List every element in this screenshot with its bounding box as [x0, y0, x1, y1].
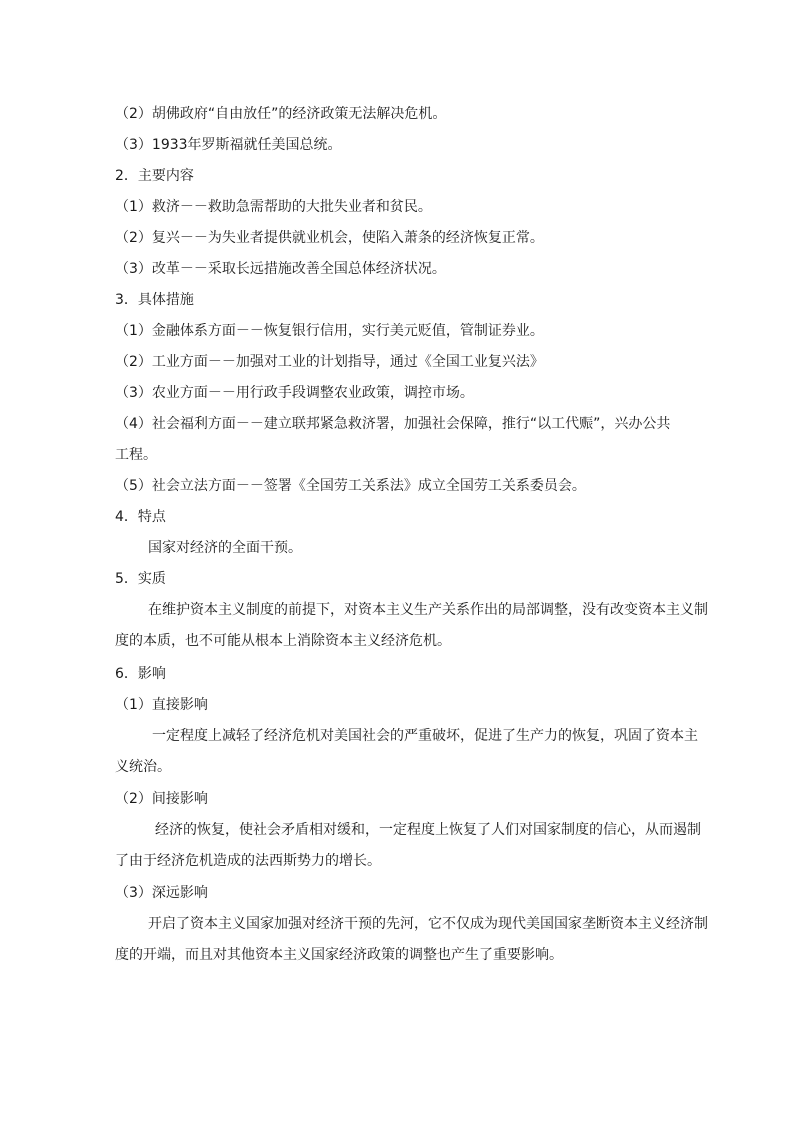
text-line: （5）社会立法方面－－签署《全国劳工关系法》成立全国劳工关系委员会。 — [115, 478, 586, 494]
paragraph: 在维护资本主义制度的前提下，对资本主义生产关系作出的局部调整，没有改变资本主义制度的本质，也不可能从根本上消除资本主义经济危机。 — [115, 602, 708, 649]
section-heading: 2．主要内容 — [115, 168, 194, 184]
section-heading: 5．实质 — [115, 571, 166, 587]
subsection-heading: （1）直接影响 — [115, 697, 208, 713]
section-heading: 3．具体措施 — [115, 292, 194, 308]
paragraph: 开启了资本主义国家加强对经济干预的先河，它不仅成为现代美国国家垄断资本主义经济制度的开端，而且对其他资本主义国家经济政策的调整也产生了重要影响。 — [115, 916, 708, 963]
text-line: （2）工业方面－－加强对工业的计划指导，通过《全国工业复兴法》 — [115, 354, 544, 370]
text-line: （1）救济－－救助急需帮助的大批失业者和贫民。 — [115, 199, 432, 215]
text-line: （3）农业方面－－用行政手段调整农业政策，调控市场。 — [115, 385, 474, 401]
text-line: （4）社会福利方面－－建立联邦紧急救济署，加强社会保障，推行“以工代赈”，兴办公共 — [115, 416, 671, 432]
text-line: （3）1933年罗斯福就任美国总统。 — [115, 137, 342, 153]
text-line: 工程。 — [115, 447, 157, 463]
subsection-heading: （3）深远影响 — [115, 885, 208, 901]
subsection-heading: （2）间接影响 — [115, 791, 208, 807]
section-heading: 4．特点 — [115, 509, 166, 525]
text-line: （2）胡佛政府“自由放任”的经济政策无法解决危机。 — [115, 106, 447, 122]
text-line: （3）改革－－采取长远措施改善全国总体经济状况。 — [115, 261, 446, 277]
paragraph: 国家对经济的全面干预。 — [148, 540, 302, 556]
paragraph: 经济的恢复，使社会矛盾相对缓和，一定程度上恢复了人们对国家制度的信心，从而遏制了由于经济危机造成的法西斯势力的增长。 — [115, 822, 701, 869]
text-line: （1）金融体系方面－－恢复银行信用，实行美元贬值，管制证券业。 — [115, 323, 544, 339]
section-heading: 6．影响 — [115, 666, 166, 682]
paragraph: 一定程度上减轻了经济危机对美国社会的严重破坏，促进了生产力的恢复，巩固了资本主义统治。 — [115, 728, 698, 775]
text-line: （2）复兴－－为失业者提供就业机会，使陷入萧条的经济恢复正常。 — [115, 230, 544, 246]
